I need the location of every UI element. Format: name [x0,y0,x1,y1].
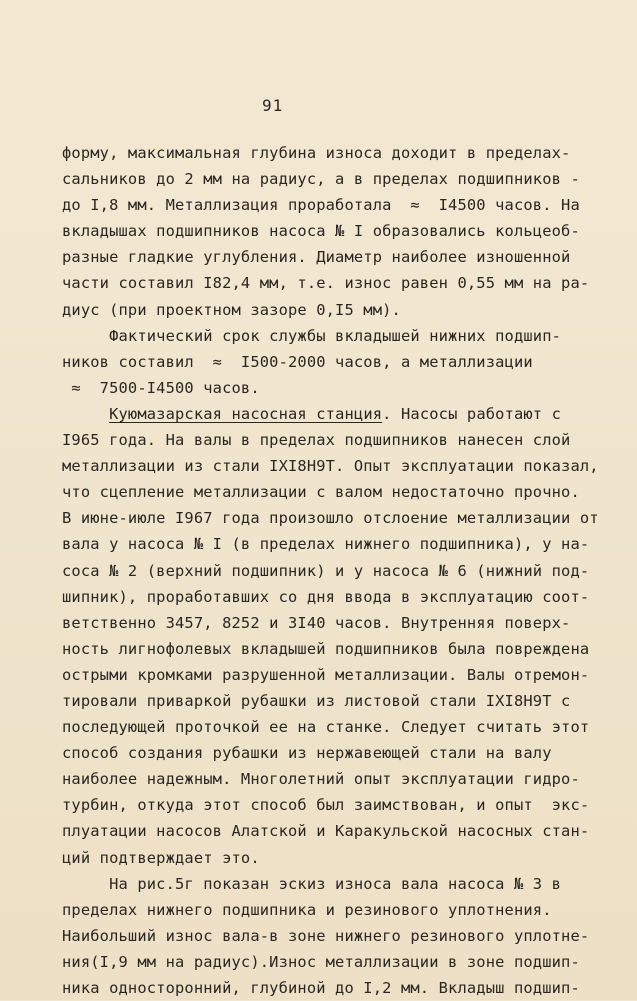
text-line: сальников до 2 мм на радиус, а в пределах подшипников - [62,170,580,189]
page-number: 91 [262,96,284,115]
text-line: В июне-июле I967 года произошло отслоение металлизации от [62,509,599,528]
text-line: соса № 2 (верхний подшипник) и у насоса № 6 (нижний под- [62,561,590,580]
text-line: Фактический срок службы вкладышей нижних подшип- [62,326,562,345]
text-line: разные гладкие углубления. Диаметр наиболее изношенной [62,248,571,267]
text-line: ≈ 7500-I4500 часов. [62,378,260,397]
text-line: острыми кромками разрушенной металлизации. Валы отремон- [62,665,590,684]
text-line: вала у насоса № I (в пределах нижнего подшипника), у на- [62,535,590,554]
text-line: пределах нижнего подшипника и резинового уплотнения. [62,900,552,919]
text-line: ность лигнофолевых вкладышей подшипников была повреждена [62,639,590,658]
text-line: Куюмазарская насосная станция. Насосы работают с [109,404,562,423]
text-line: диус (при проектном зазоре 0,I5 мм). [62,300,401,319]
text-line: плуатации насосов Алатской и Каракульской насосных стан- [62,822,590,841]
text-line: что сцепление металлизации с валом недостаточно прочно. [62,483,580,502]
text-line: наиболее надежным. Многолетний опыт эксплуатации гидро- [62,770,580,789]
text-line: На рис.5г показан эскиз износа вала насоса № 3 в [62,874,562,893]
text-line: турбин, откуда этот способ был заимствован, и опыт экс- [62,796,590,815]
text-line: I965 года. На валы в пределах подшипников нанесен слой [62,431,571,450]
text-line: шипник), проработавших со дня ввода в эксплуатацию соот- [62,587,590,606]
text-line: ветственно 3457, 8252 и 3I40 часов. Внутренняя поверх- [62,613,571,632]
text-line: вкладышах подшипников насоса № I образовались кольцеоб- [62,222,580,241]
section-heading: Куюмазарская насосная станция [109,404,383,423]
text-line: Наибольший износ вала-в зоне нижнего резинового уплотне- [62,926,590,945]
text-line: тировали приваркой рубашки из листовой стали IXI8H9T с [62,691,571,710]
text-line: ника односторонний, глубиной до I,2 мм. Вкладыш подшип- [62,979,580,997]
text-line: способ создания рубашки из нержавеющей стали на валу [62,744,552,763]
text-line: ния(I,9 мм на радиус).Износ металлизации в зоне подшип- [62,952,580,971]
text-line: последующей проточкой ее на станке. Следует считать этот [62,718,590,737]
text-line: металлизации из стали IXI8H9T. Опыт эксплуатации показал, [62,457,599,476]
text-line: ников составил ≈ I500-2000 часов, а металлизации [62,352,533,371]
text-line: ций подтверждает это. [62,848,260,867]
body-text [62,140,599,1001]
text-line: до I,8 мм. Металлизация проработала ≈ I4500 часов. На [62,196,580,215]
text-line: части составил I82,4 мм, т.е. износ равен 0,55 мм на ра- [62,274,590,293]
text-line: форму, максимальная глубина износа доходит в пределах- [62,144,571,162]
